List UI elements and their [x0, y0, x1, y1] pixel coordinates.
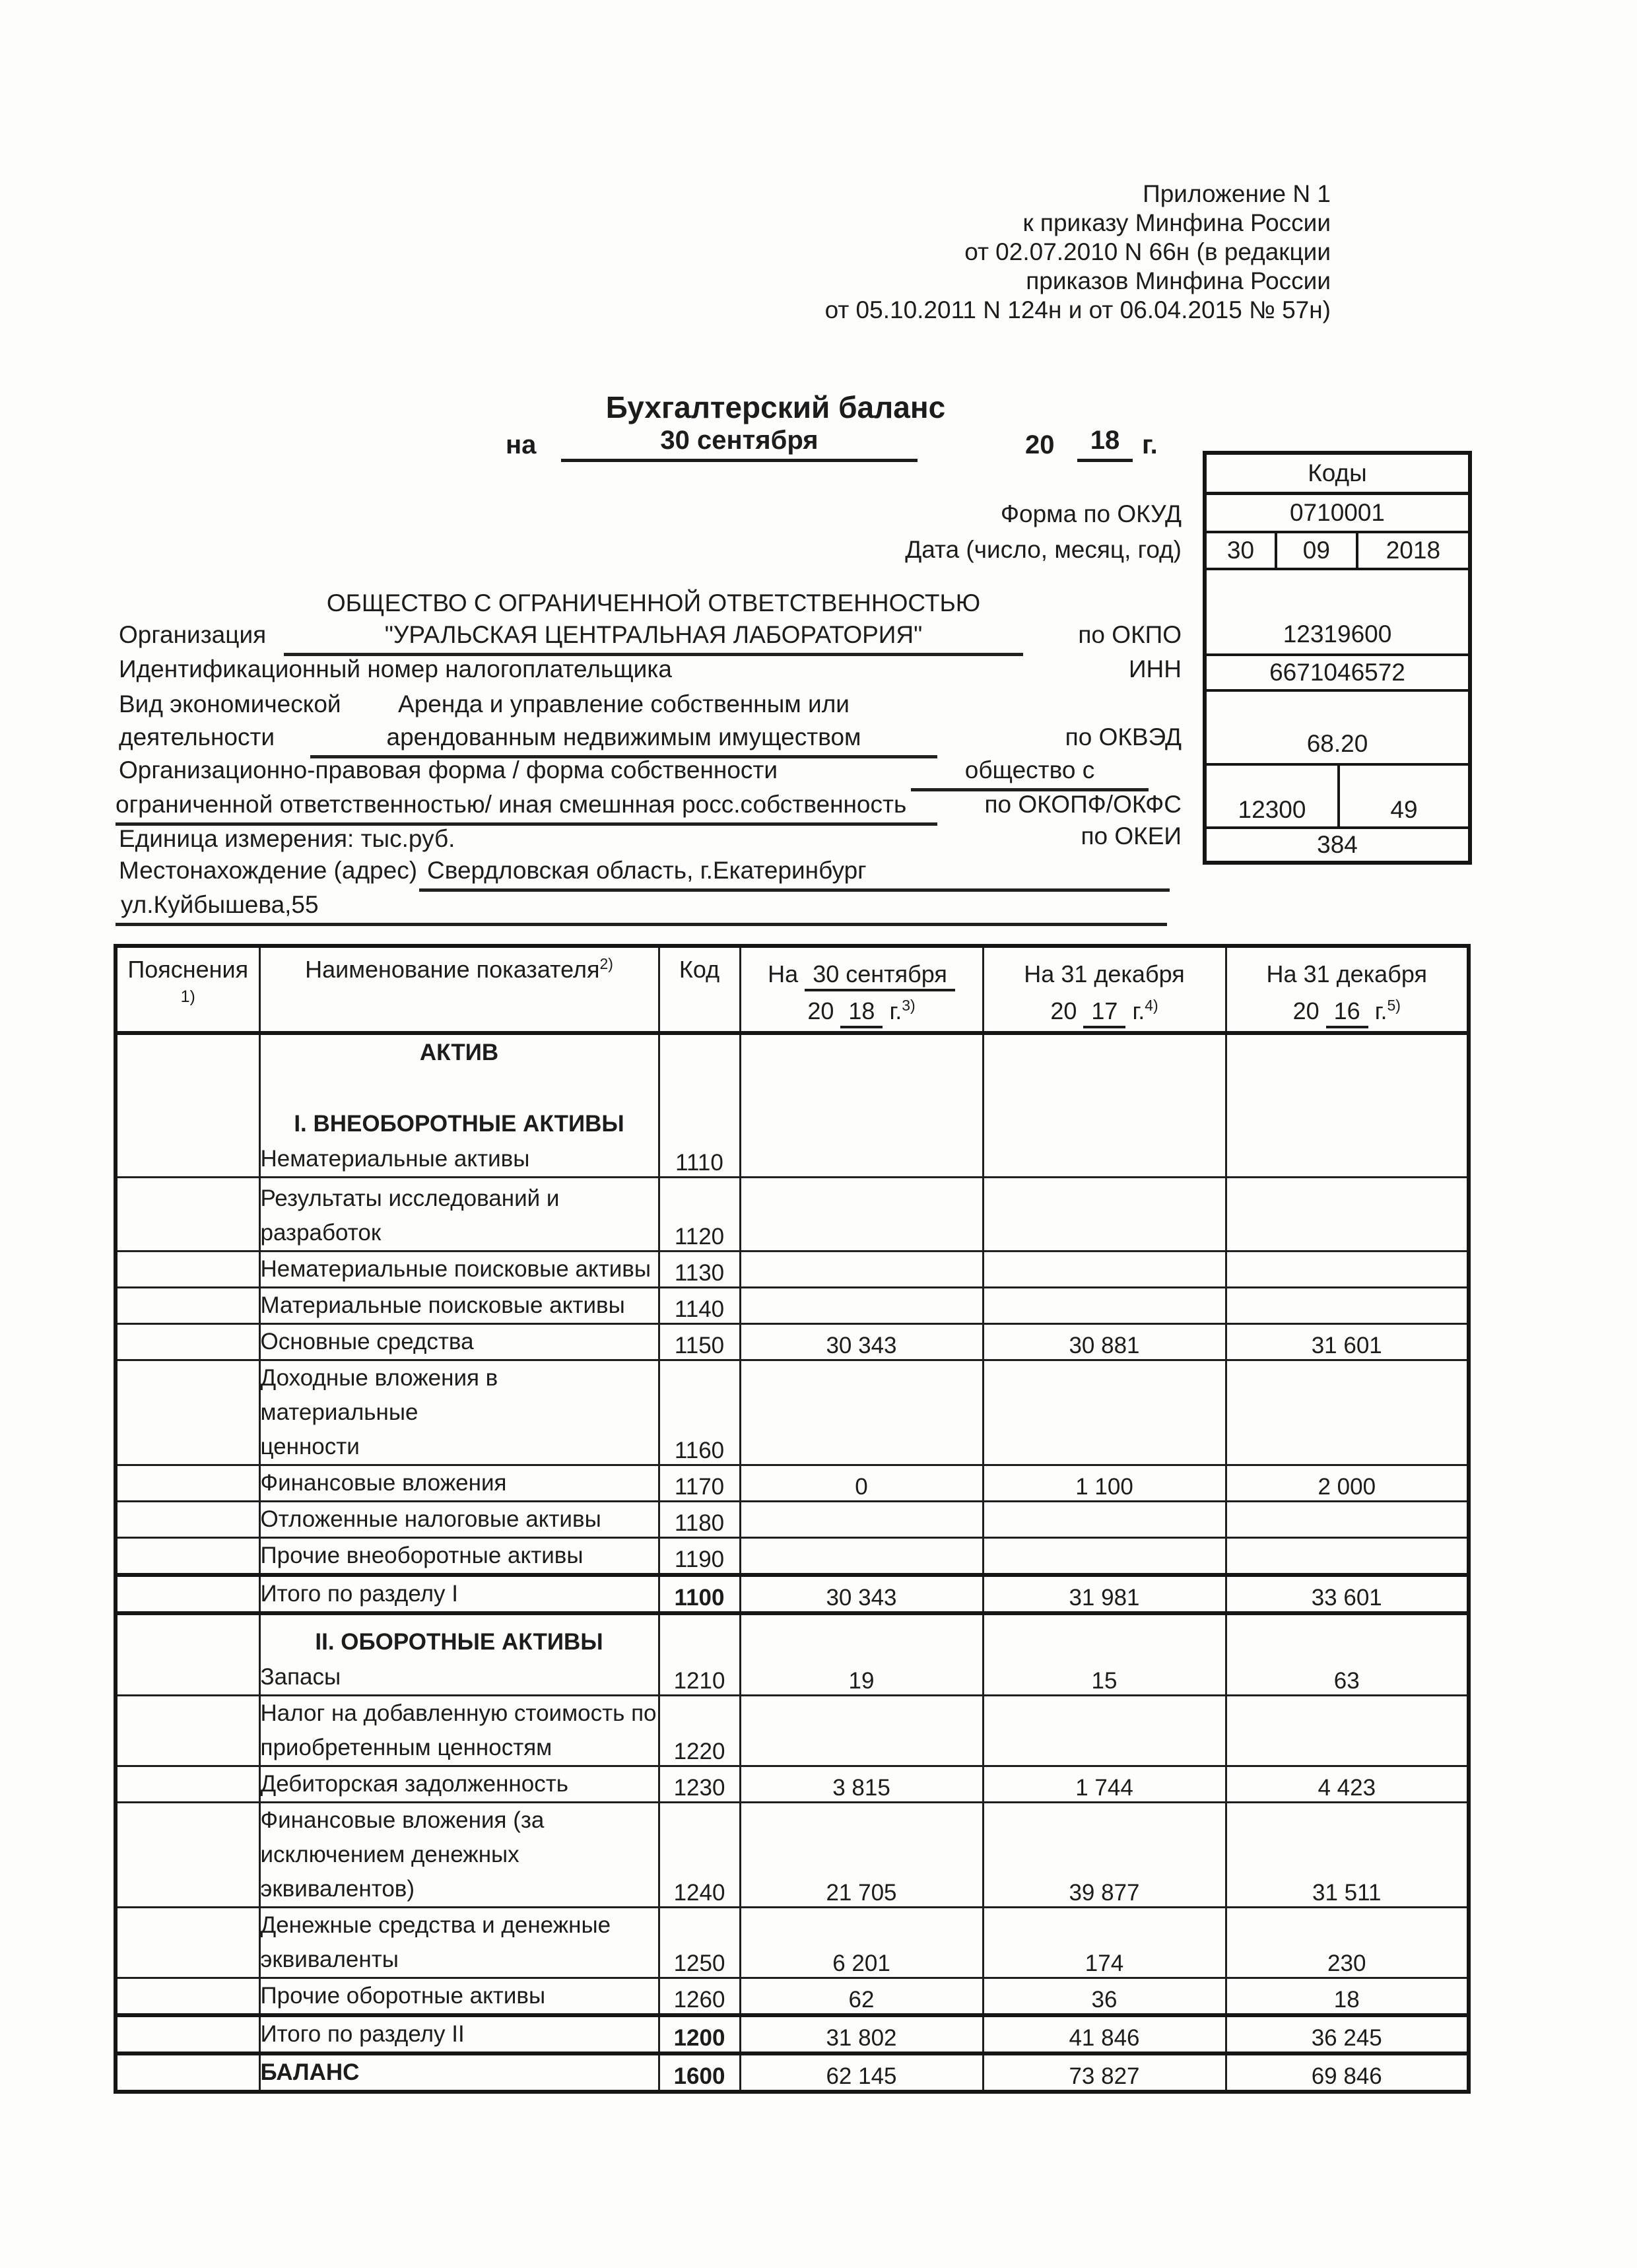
okopf-code: 12300: [1207, 763, 1340, 829]
line-code-cell: 1250: [659, 1907, 740, 1978]
org-legal-form-caps: ОБЩЕСТВО С ОГРАНИЧЕННОЙ ОТВЕТСТВЕННОСТЬЮ: [326, 589, 981, 617]
explanations-cell: [116, 1178, 259, 1251]
value-cell: 73 827: [983, 2053, 1226, 2092]
table-row: [116, 1360, 1469, 1465]
indicator-name-line: эквиваленты: [260, 1946, 399, 1972]
value-cell: 1 744: [983, 1766, 1226, 1802]
indicator-name-line: Финансовые вложения (за: [260, 1807, 545, 1833]
unit-label: Единица измерения: тыс.руб.: [119, 825, 455, 852]
codes-header: Коды: [1207, 455, 1468, 495]
value-cell: 18: [1226, 1978, 1469, 2015]
indicator-name-line: Результаты исследований и: [260, 1185, 560, 1211]
okei-code: 384: [1317, 831, 1358, 858]
indicator-name-line: Доходные вложения в материальные: [260, 1365, 498, 1425]
table-row: [116, 1033, 1469, 1178]
indicator-name-line: Итого по разделу II: [260, 2020, 465, 2047]
indicator-name-line: Итого по разделу I: [260, 1581, 458, 1607]
explanations-cell: [116, 1575, 259, 1613]
date-year: 18: [1077, 426, 1133, 462]
value-cell: 31 601: [1226, 1324, 1469, 1360]
date-year-code: 2018: [1386, 537, 1441, 564]
value-cell: [1226, 1360, 1469, 1465]
line-code-cell: 1170: [659, 1465, 740, 1502]
section-heading: АКТИВ: [419, 1040, 499, 1065]
line-code-cell: 1100: [659, 1575, 740, 1613]
activity-value-line2: арендованным недвижимым имуществом: [310, 723, 937, 758]
value-cell: [740, 1502, 983, 1538]
indicator-name-line: Прочие внеоборотные активы: [260, 1543, 584, 1568]
indicator-cell: [259, 1766, 659, 1802]
explanations-cell: [116, 1907, 259, 1978]
explanations-cell: [116, 1033, 259, 1178]
explanations-cell: [116, 1695, 259, 1766]
col-period-2017: На 31 декабря 20 17 г.$^{4)}$: [983, 946, 1226, 1033]
value-cell: 36 245: [1226, 2015, 1469, 2053]
indicator-name-line: Финансовые вложения: [260, 1470, 507, 1496]
table-row: [116, 1502, 1469, 1538]
table-row: [116, 1695, 1469, 1766]
okfs-code: 49: [1390, 796, 1418, 823]
explanations-cell: [116, 1766, 259, 1802]
indicator-name-line: Нематериальные активы: [260, 1146, 530, 1172]
indicator-name-line: эквивалентов): [260, 1875, 415, 1902]
value-cell: [740, 1178, 983, 1251]
appendix-line: приказов Минфина России: [1026, 267, 1331, 294]
value-cell: [1226, 1502, 1469, 1538]
explanations-cell: [116, 1360, 259, 1465]
indicator-name-line: Нематериальные поисковые активы: [260, 1256, 651, 1282]
value-cell: [983, 1251, 1226, 1288]
activity-value-line1: Аренда и управление собственным или: [398, 690, 850, 717]
value-cell: [983, 1178, 1226, 1251]
table-row: [116, 1766, 1469, 1802]
legal-form-value-line1: общество с: [911, 756, 1149, 791]
value-cell: 2 000: [1226, 1465, 1469, 1502]
value-cell: 31 802: [740, 2015, 983, 2053]
okpo-code: 12319600: [1207, 570, 1468, 656]
table-row: [116, 1613, 1469, 1695]
okpo-label: по ОКПО: [1078, 621, 1182, 648]
date-century: 20: [1025, 430, 1055, 459]
value-cell: [740, 1033, 983, 1178]
inn-code-label: ИНН: [1128, 655, 1182, 683]
indicator-cell: [259, 1324, 659, 1360]
explanations-cell: [116, 2015, 259, 2053]
okopf-okfs-label: по ОКОПФ/ОКФС: [984, 791, 1182, 818]
value-cell: [983, 1538, 1226, 1576]
okved-code: 68.20: [1207, 692, 1468, 766]
value-cell: 30 881: [983, 1324, 1226, 1360]
explanations-cell: [116, 1324, 259, 1360]
value-cell: [740, 1251, 983, 1288]
value-cell: [740, 1360, 983, 1465]
value-cell: 31 511: [1226, 1802, 1469, 1907]
explanations-cell: [116, 1978, 259, 2015]
value-cell: 21 705: [740, 1802, 983, 1907]
value-cell: 30 343: [740, 1324, 983, 1360]
inn-label: Идентификационный номер налогоплательщика: [119, 655, 672, 683]
indicator-name-line: приобретенным ценностям: [260, 1734, 552, 1760]
indicator-cell: [259, 1502, 659, 1538]
explanations-cell: [116, 1538, 259, 1576]
value-cell: [983, 1360, 1226, 1465]
value-cell: [983, 1502, 1226, 1538]
col-period-2018: На 30 сентября 20 18 г.$^{3)}$: [740, 946, 983, 1033]
value-cell: 30 343: [740, 1575, 983, 1613]
table-row: [116, 1251, 1469, 1288]
legal-form-label: Организационно-правовая форма / форма собственности: [119, 756, 778, 784]
date-prefix: на: [506, 430, 537, 459]
activity-label-line1: Вид экономической: [119, 690, 341, 717]
table-row: [116, 2015, 1469, 2053]
okei-label: по ОКЕИ: [1081, 822, 1182, 850]
line-code-cell: 1260: [659, 1978, 740, 2015]
appendix-line: к приказу Минфина России: [1022, 209, 1331, 236]
appendix-line: Приложение N 1: [1143, 180, 1331, 207]
explanations-cell: [116, 1502, 259, 1538]
col-indicator: Наименование показателя$^{2)}$: [259, 946, 659, 1033]
indicator-footnote-mark: 2): [599, 955, 613, 972]
value-cell: [1226, 1033, 1469, 1178]
indicator-name-line: Основные средства: [260, 1329, 474, 1354]
legal-form-value-line2: ограниченной ответственностью/ иная смешнная росс.собственность: [116, 791, 937, 826]
org-label: Организация: [119, 621, 267, 648]
indicator-name-line: ценности: [260, 1434, 360, 1459]
balance-table-body: [116, 1033, 1469, 2092]
table-row: [116, 1178, 1469, 1251]
line-code-cell: 1110: [659, 1033, 740, 1178]
indicator-name-line: Материальные поисковые активы: [260, 1292, 625, 1318]
okud-code: 0710001: [1207, 495, 1468, 533]
okved-label: по ОКВЭД: [1065, 723, 1182, 750]
indicator-name-line: Прочие оборотные активы: [260, 1982, 546, 2009]
value-cell: 36: [983, 1978, 1226, 2015]
value-cell: 62 145: [740, 2053, 983, 2092]
value-cell: 0: [740, 1465, 983, 1502]
line-code-cell: 1210: [659, 1613, 740, 1695]
indicator-cell: [259, 1802, 659, 1907]
org-name: "УРАЛЬСКАЯ ЦЕНТРАЛЬНАЯ ЛАБОРАТОРИЯ": [284, 621, 1023, 656]
value-cell: [740, 1695, 983, 1766]
col-explanations: Пояснения 1): [116, 946, 259, 1033]
explanations-cell: [116, 1251, 259, 1288]
line-code-cell: 1150: [659, 1324, 740, 1360]
table-header-row: [116, 946, 1469, 1033]
indicator-name-line: исключением денежных: [260, 1841, 519, 1867]
section-heading: I. ВНЕОБОРОТНЫЕ АКТИВЫ: [294, 1111, 624, 1137]
value-cell: 3 815: [740, 1766, 983, 1802]
table-row: [116, 1288, 1469, 1324]
col-period-2016: На 31 декабря 20 16 г.$^{5)}$: [1226, 946, 1469, 1033]
indicator-cell: [259, 1251, 659, 1288]
table-row: [116, 1907, 1469, 1978]
value-cell: [983, 1695, 1226, 1766]
value-cell: [1226, 1178, 1469, 1251]
location-value-line2: ул.Куйбышева,55: [116, 891, 1167, 926]
value-cell: [1226, 1251, 1469, 1288]
line-code-cell: 1240: [659, 1802, 740, 1907]
indicator-cell: [259, 1538, 659, 1576]
value-cell: 19: [740, 1613, 983, 1695]
explanations-cell: [116, 1465, 259, 1502]
indicator-cell: [259, 1465, 659, 1502]
appendix-line: от 02.07.2010 N 66н (в редакции: [964, 238, 1331, 265]
explanations-footnote-mark: 1): [180, 987, 195, 1006]
indicator-name-line: Денежные средства и денежные: [260, 1912, 611, 1938]
table-row: [116, 1465, 1469, 1502]
explanations-cell: [116, 1802, 259, 1907]
value-cell: [740, 1538, 983, 1576]
date-day: 30: [1207, 533, 1277, 568]
indicator-cell: [259, 1978, 659, 2015]
location-value-line1: Свердловская область, г.Екатеринбург: [419, 857, 1170, 892]
table-row: [116, 1978, 1469, 2015]
value-cell: 62: [740, 1978, 983, 2015]
date-code-row: [1207, 533, 1468, 570]
balance-table: [114, 944, 1471, 2094]
table-row: [116, 1802, 1469, 1907]
value-cell: 174: [983, 1907, 1226, 1978]
indicator-name-line: Отложенные налоговые активы: [260, 1506, 601, 1532]
value-cell: 230: [1226, 1907, 1469, 1978]
table-row: [116, 2053, 1469, 2092]
codes-box: [1203, 451, 1472, 865]
report-date: 30 сентября: [561, 426, 918, 462]
explanations-cell: [116, 2053, 259, 2092]
inn-code: 6671046572: [1207, 656, 1468, 692]
value-cell: 33 601: [1226, 1575, 1469, 1613]
okud-form-label: Форма по ОКУД: [1000, 500, 1182, 527]
date-suffix: г.: [1142, 430, 1158, 459]
table-row: [116, 1324, 1469, 1360]
location-label: Местонахождение (адрес): [119, 857, 418, 884]
section-heading: [261, 1071, 658, 1106]
indicator-cell: [259, 2053, 659, 2092]
value-cell: 63: [1226, 1613, 1469, 1695]
indicator-cell: [259, 2015, 659, 2053]
indicator-name-line: Дебиторская задолженность: [260, 1770, 568, 1797]
indicator-cell: [259, 1613, 659, 1695]
indicator-name-line: разработок: [260, 1220, 382, 1246]
line-code-cell: 1600: [659, 2053, 740, 2092]
value-cell: 1 100: [983, 1465, 1226, 1502]
explanations-cell: [116, 1613, 259, 1695]
value-cell: 69 846: [1226, 2053, 1469, 2092]
value-cell: [1226, 1538, 1469, 1576]
table-row: [116, 1575, 1469, 1613]
line-code-cell: 1140: [659, 1288, 740, 1324]
okopf-okfs-row: [1207, 766, 1468, 829]
value-cell: 41 846: [983, 2015, 1226, 2053]
value-cell: 6 201: [740, 1907, 983, 1978]
value-cell: [983, 1033, 1226, 1178]
page-title: Бухгалтерский баланс: [605, 390, 946, 424]
appendix-line: от 05.10.2011 N 124н и от 06.04.2015 № 57н): [824, 296, 1331, 323]
section-heading: II. ОБОРОТНЫЕ АКТИВЫ: [315, 1628, 603, 1655]
value-cell: [740, 1288, 983, 1324]
value-cell: 39 877: [983, 1802, 1226, 1907]
line-code-cell: 1230: [659, 1766, 740, 1802]
line-code-cell: 1160: [659, 1360, 740, 1465]
value-cell: 31 981: [983, 1575, 1226, 1613]
indicator-name-line: БАЛАНС: [260, 2059, 360, 2085]
line-code-cell: 1180: [659, 1502, 740, 1538]
indicator-name-line: Запасы: [260, 1663, 341, 1690]
indicator-name-line: Налог на добавленную стоимость по: [260, 1700, 657, 1726]
indicator-cell: [259, 1033, 659, 1178]
explanations-cell: [116, 1288, 259, 1324]
value-cell: [1226, 1288, 1469, 1324]
line-code-cell: 1120: [659, 1178, 740, 1251]
line-code-cell: 1220: [659, 1695, 740, 1766]
indicator-cell: [259, 1695, 659, 1766]
indicator-cell: [259, 1360, 659, 1465]
date-dmy-label: Дата (число, месяц, год): [905, 536, 1182, 563]
value-cell: 15: [983, 1613, 1226, 1695]
date-month: 09: [1277, 533, 1358, 568]
line-code-cell: 1190: [659, 1538, 740, 1576]
line-code-cell: 1200: [659, 2015, 740, 2053]
appendix-note: [671, 180, 1331, 325]
indicator-cell: [259, 1178, 659, 1251]
activity-label-line2: деятельности: [119, 723, 275, 750]
line-code-cell: 1130: [659, 1251, 740, 1288]
col-code: Код: [659, 946, 740, 1033]
value-cell: [1226, 1695, 1469, 1766]
value-cell: [983, 1288, 1226, 1324]
indicator-cell: [259, 1288, 659, 1324]
indicator-cell: [259, 1575, 659, 1613]
indicator-cell: [259, 1907, 659, 1978]
table-row: [116, 1538, 1469, 1576]
value-cell: 4 423: [1226, 1766, 1469, 1802]
